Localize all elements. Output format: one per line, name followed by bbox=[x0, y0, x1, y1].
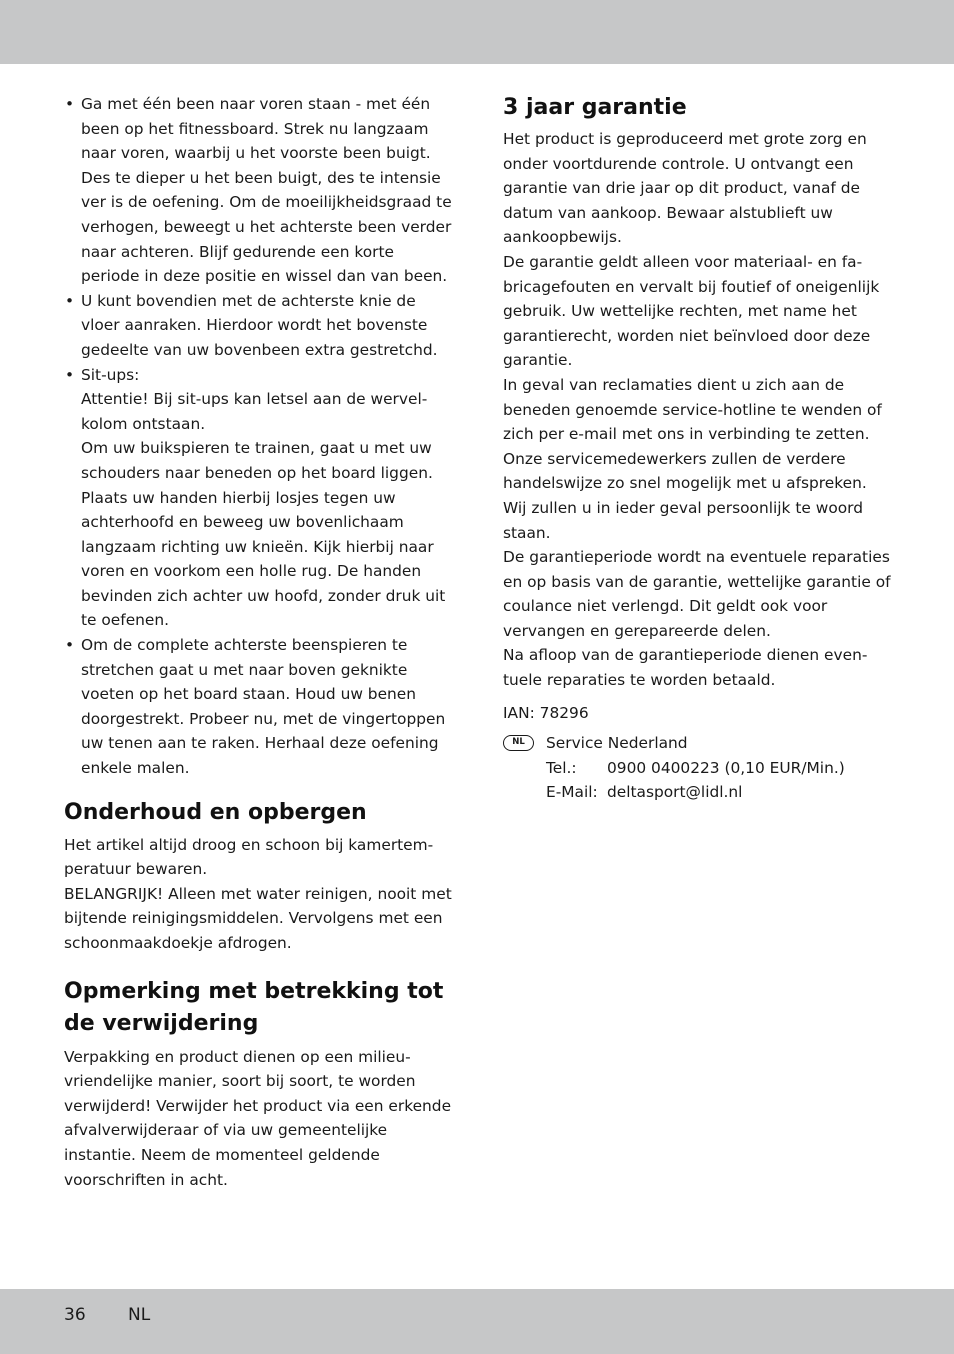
header-band bbox=[0, 0, 954, 64]
section-heading-onderhoud: Onderhoud en opbergen bbox=[64, 799, 367, 825]
onderhoud-paragraph-2: BELANGRIJK! Alleen met water reinigen, nooit met bijtende reinigingsmiddelen. Vervolgens met een schoonmaakdoekje afdrogen. bbox=[64, 884, 452, 952]
section-heading-garantie: 3 jaar garantie bbox=[503, 95, 687, 120]
email-value: deltasport@lidl.nl bbox=[607, 783, 743, 802]
situps-title: Sit-ups: bbox=[81, 365, 140, 384]
bullet-marker: • bbox=[65, 636, 75, 655]
onderhoud-paragraph-1: Het artikel altijd droog en schoon bij kamertemperatuur bewaren. bbox=[64, 835, 434, 879]
country-badge-icon: NL bbox=[503, 735, 534, 751]
ian-number: IAN: 78296 bbox=[503, 703, 589, 722]
service-email-row bbox=[546, 780, 895, 805]
email-label: E-Mail: bbox=[546, 783, 598, 802]
exercise-bullet-list bbox=[64, 92, 456, 781]
bullet-marker: • bbox=[65, 95, 75, 113]
bullet-text: Om uw buikspieren te trainen, gaat u met uw schouders naar beneden op het board liggen. Plaats uw handen hierbij losjes tegen uw achterhoofd en beweeg uw bovenlichaam langzaam richting uw knieën. Kijk hierbij naar voren en voorkom een holle rug. De handen bevinden zich achter uw hoofd, zonder druk uit te oefenen. bbox=[81, 439, 446, 630]
list-item bbox=[64, 289, 456, 363]
bullet-text: U kunt bovendien met de achterste knie de vloer aanraken. Hierdoor wordt het bovenste gedeelte van uw bovenbeen extra gestretchd. bbox=[81, 291, 438, 359]
language-code: NL bbox=[128, 1305, 151, 1325]
section-heading-verwijdering: Opmerking met betrekking tot de verwijdering bbox=[64, 978, 444, 1036]
garantie-paragraph-1: Het product is geproduceerd met grote zorg en onder voortdurende controle. U ontvangt een garantie van drie jaar op dit product, vanaf de datum van aankoop. Bewaar alstublieft uw aankoopbewijs. bbox=[503, 130, 867, 247]
list-item bbox=[64, 92, 456, 289]
bullet-marker: • bbox=[65, 291, 75, 310]
left-column bbox=[64, 92, 456, 1192]
verwijdering-paragraph: Verpakking en product dienen op een milieuvriendelijke manier, soort bij soort, te worden verwijderd! Verwijder het product via een erkende afvalverwijderaar of via uw gemeentelijke instantie. Neem de momenteel geldende voorschriften in acht. bbox=[64, 1047, 452, 1189]
garantie-paragraph-4: De garantieperiode wordt na eventuele reparaties en op basis van de garantie, wettelijke garantie of coulance niet verlengd. Dit geldt ook voor vervangen en gerepareerde delen. bbox=[503, 548, 891, 640]
garantie-paragraph-5: Na afloop van de garantieperiode dienen eventuele reparaties te worden betaald. bbox=[503, 646, 868, 690]
list-item bbox=[64, 633, 456, 781]
situps-warning: Attentie! Bij sit-ups kan letsel aan de wervelkolom ontstaan. bbox=[81, 390, 428, 433]
phone-value: 0900 0400223 (0,10 EUR/Min.) bbox=[607, 758, 845, 777]
service-phone-row bbox=[546, 756, 895, 781]
right-column bbox=[503, 92, 895, 805]
garantie-paragraph-2: De garantie geldt alleen voor materiaal- en fabricagefouten en vervalt bij foutief of oneigenlijk gebruik. Uw wettelijke rechten, met name het garantierecht, worden niet beïnvloed door deze garantie. bbox=[503, 252, 880, 370]
page-number: 36 bbox=[64, 1305, 86, 1325]
service-contact-block bbox=[503, 731, 895, 805]
bullet-marker: • bbox=[65, 365, 75, 384]
bullet-text: Om de complete achterste beenspieren te stretchen gaat u met naar boven geknikte voeten op het board staan. Houd uw benen doorgestrekt. Probeer nu, met de vingertoppen uw tenen aan te raken. Herhaal deze oefening enkele malen. bbox=[81, 636, 446, 778]
bullet-text: Ga met één been naar voren staan - met één been op het fitnessboard. Strek nu langzaam naar voren, waarbij u het voorste been buigt. Des te dieper u het been buigt, des te intensie ver is de oefening. Om de moeilijkheidsgraad te verhogen, beweegt u het achterste been verder naar achteren. Blijf gedurende een korte periode in deze positie en wissel dan van been. bbox=[81, 95, 452, 286]
garantie-paragraph-3: In geval van reclamaties dient u zich aan de beneden genoemde service-hotline te wenden of zich per e-mail met ons in verbinding te zetten. Onze servicemedewerkers zullen de verdere handelswijze zo snel mogelijk met u afspreken. Wij zullen u in ieder geval persoonlijk te woord staan. bbox=[503, 375, 882, 542]
service-name: Service Nederland bbox=[546, 734, 688, 753]
list-item bbox=[64, 363, 456, 634]
phone-label: Tel.: bbox=[546, 758, 577, 777]
